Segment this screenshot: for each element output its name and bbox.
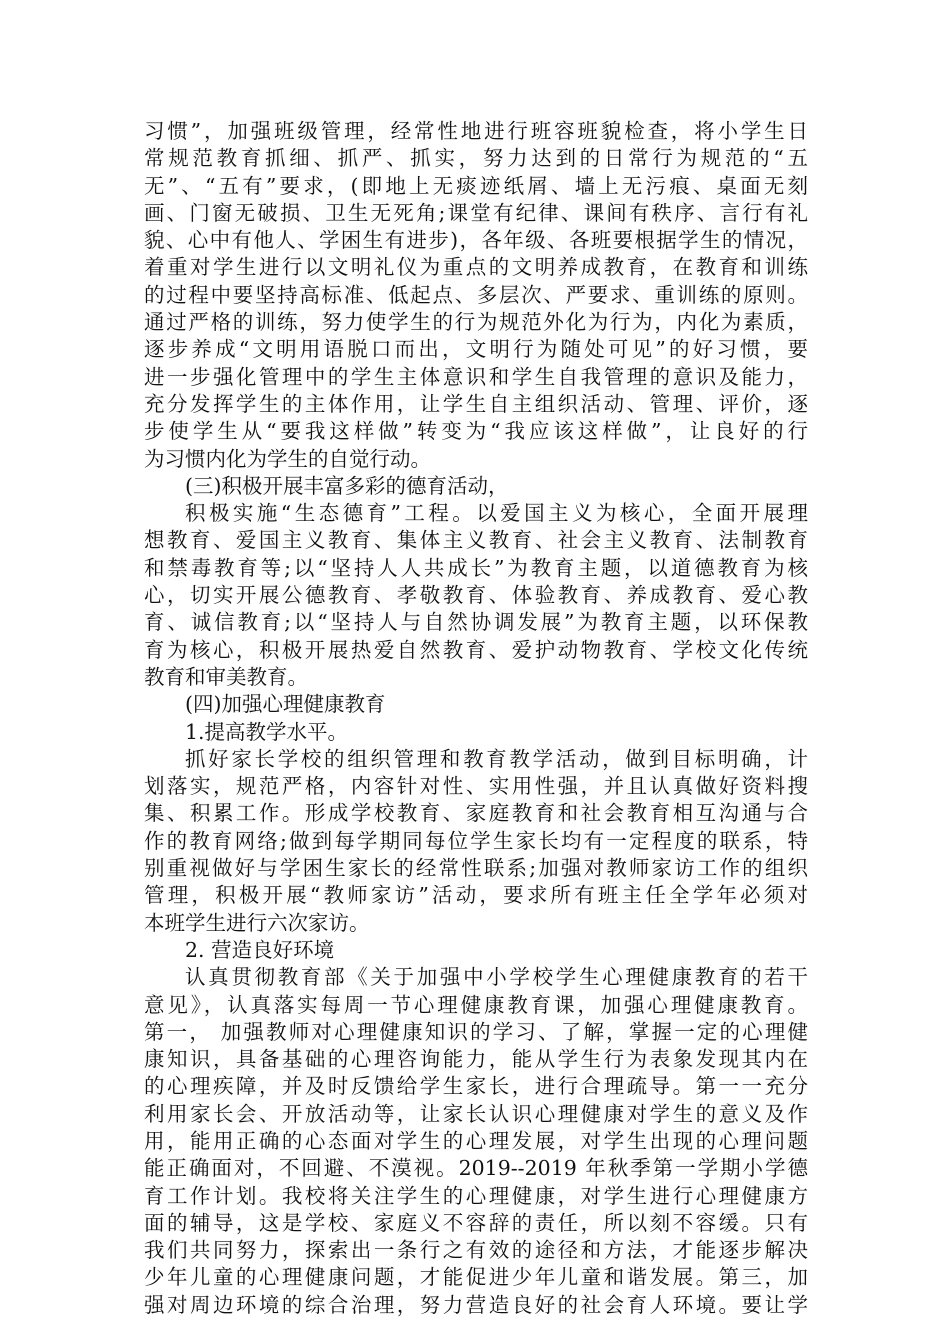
text-line: 作的教育网络;做到每学期同每位学生家长均有一定程度的联系，特 [144,828,808,853]
text-line: 画、门窗无破损、卫生无死角;课堂有纪律、课间有秩序、言行有礼 [144,200,808,225]
text-line: 的心理疾障，并及时反馈给学生家长，进行合理疏导。第一一充分 [144,1074,808,1099]
text-line: 为习惯内化为学生的自觉行动。 [144,446,431,471]
text-line: 逐步养成“文明用语脱口而出，文明行为随处可见”的好习惯，要 [144,337,808,362]
text-line: 意见》，认真落实每周一节心理健康教育课，加强心理健康教育。 [144,992,808,1017]
text-line: 别重视做好与学困生家长的经常性联系;加强对教师家访工作的组织 [144,856,808,881]
text-line: 教育和审美教育。 [144,664,308,689]
text-line: 我们共同努力，探索出一条行之有效的途径和方法，才能逐步解决 [144,1238,808,1263]
text-line: 本班学生进行六次家访。 [144,910,370,935]
text-line: 习惯”，加强班级管理，经常性地进行班容班貌检查，将小学生日 [144,119,808,143]
text-line: 貌、心中有他人、学困生有进步)，各年级、各班要根据学生的情况， [144,228,808,253]
text-line: 无”、“五有”要求，(即地上无痰迹纸屑、墙上无污痕、桌面无刻 [144,173,808,198]
text-line: 利用家长会、开放活动等，让家长认识心理健康对学生的意义及作 [144,1101,808,1126]
text-line: 能正确面对，不回避、不漠视。2019--2019 年秋季第一学期小学德 [144,1156,808,1181]
section-heading: (三)积极开展丰富多彩的德育活动， [185,473,509,498]
subsection-heading: 2. 营造良好环境 [185,937,335,962]
text-line: 积极实施“生态德育”工程。以爱国主义为核心，全面开展理 [185,501,808,526]
text-line: 康知识，具备基础的心理咨询能力，能从学生行为表象发现其内在 [144,1047,808,1072]
text-line: 步使学生从“要我这样做”转变为“我应该这样做”，让良好的行 [144,419,808,444]
text-line: 和禁毒教育等;以“坚持人人共成长”为教育主题，以道德教育为核 [144,555,808,580]
text-line: 育、诚信教育;以“坚持人与自然协调发展”为教育主题，以环保教 [144,610,808,635]
text-line: 想教育、爱国主义教育、集体主义教育、社会主义教育、法制教育 [144,528,808,553]
text-line: 划落实，规范严格，内容针对性、实用性强，并且认真做好资料搜 [144,774,808,799]
text-line: 管理，积极开展“教师家访”活动，要求所有班主任全学年必须对 [144,883,808,908]
body-text [144,118,808,1319]
text-line: 育工作计划。我校将关注学生的心理健康，对学生进行心理健康方 [144,1183,808,1208]
text-line: 少年儿童的心理健康问题，才能促进少年儿童和谐发展。第三，加 [144,1265,808,1290]
text-line: 集、积累工作。形成学校教育、家庭教育和社会教育相互沟通与合 [144,801,808,826]
text-line: 常规范教育抓细、抓严、抓实，努力达到的日常行为规范的“五 [144,146,808,171]
text-line: 着重对学生进行以文明礼仪为重点的文明养成教育，在教育和训练 [144,255,808,280]
text-line: 育为核心，积极开展热爱自然教育、爱护动物教育、学校文化传统 [144,637,808,662]
text-line: 面的辅导，这是学校、家庭义不容辞的责任，所以刻不容缓。只有 [144,1210,808,1235]
subsection-heading: 1.提高教学水平。 [185,719,349,744]
text-line: 强对周边环境的综合治理，努力营造良好的社会育人环境。要让学 [144,1292,808,1317]
text-line: 进一步强化管理中的学生主体意识和学生自我管理的意识及能力， [144,364,808,389]
text-line: 用，能用正确的心态面对学生的心理发展，对学生出现的心理问题 [144,1128,808,1153]
text-line: 心，切实开展公德教育、孝敬教育、体验教育、养成教育、爱心教 [144,583,808,608]
section-heading: (四)加强心理健康教育 [185,692,386,717]
text-line: 的过程中要坚持高标准、低起点、多层次、严要求、重训练的原则。 [144,282,808,307]
text-line: 通过严格的训练，努力使学生的行为规范外化为行为，内化为素质， [144,310,808,335]
text-line: 认真贯彻教育部《关于加强中小学校学生心理健康教育的若干 [185,965,808,990]
text-line: 抓好家长学校的组织管理和教育教学活动，做到目标明确，计 [185,746,808,771]
text-line: 充分发挥学生的主体作用，让学生自主组织活动、管理、评价，逐 [144,391,808,416]
text-line: 第一， 加强教师对心理健康知识的学习、了解，掌握一定的心理健 [144,1019,808,1044]
